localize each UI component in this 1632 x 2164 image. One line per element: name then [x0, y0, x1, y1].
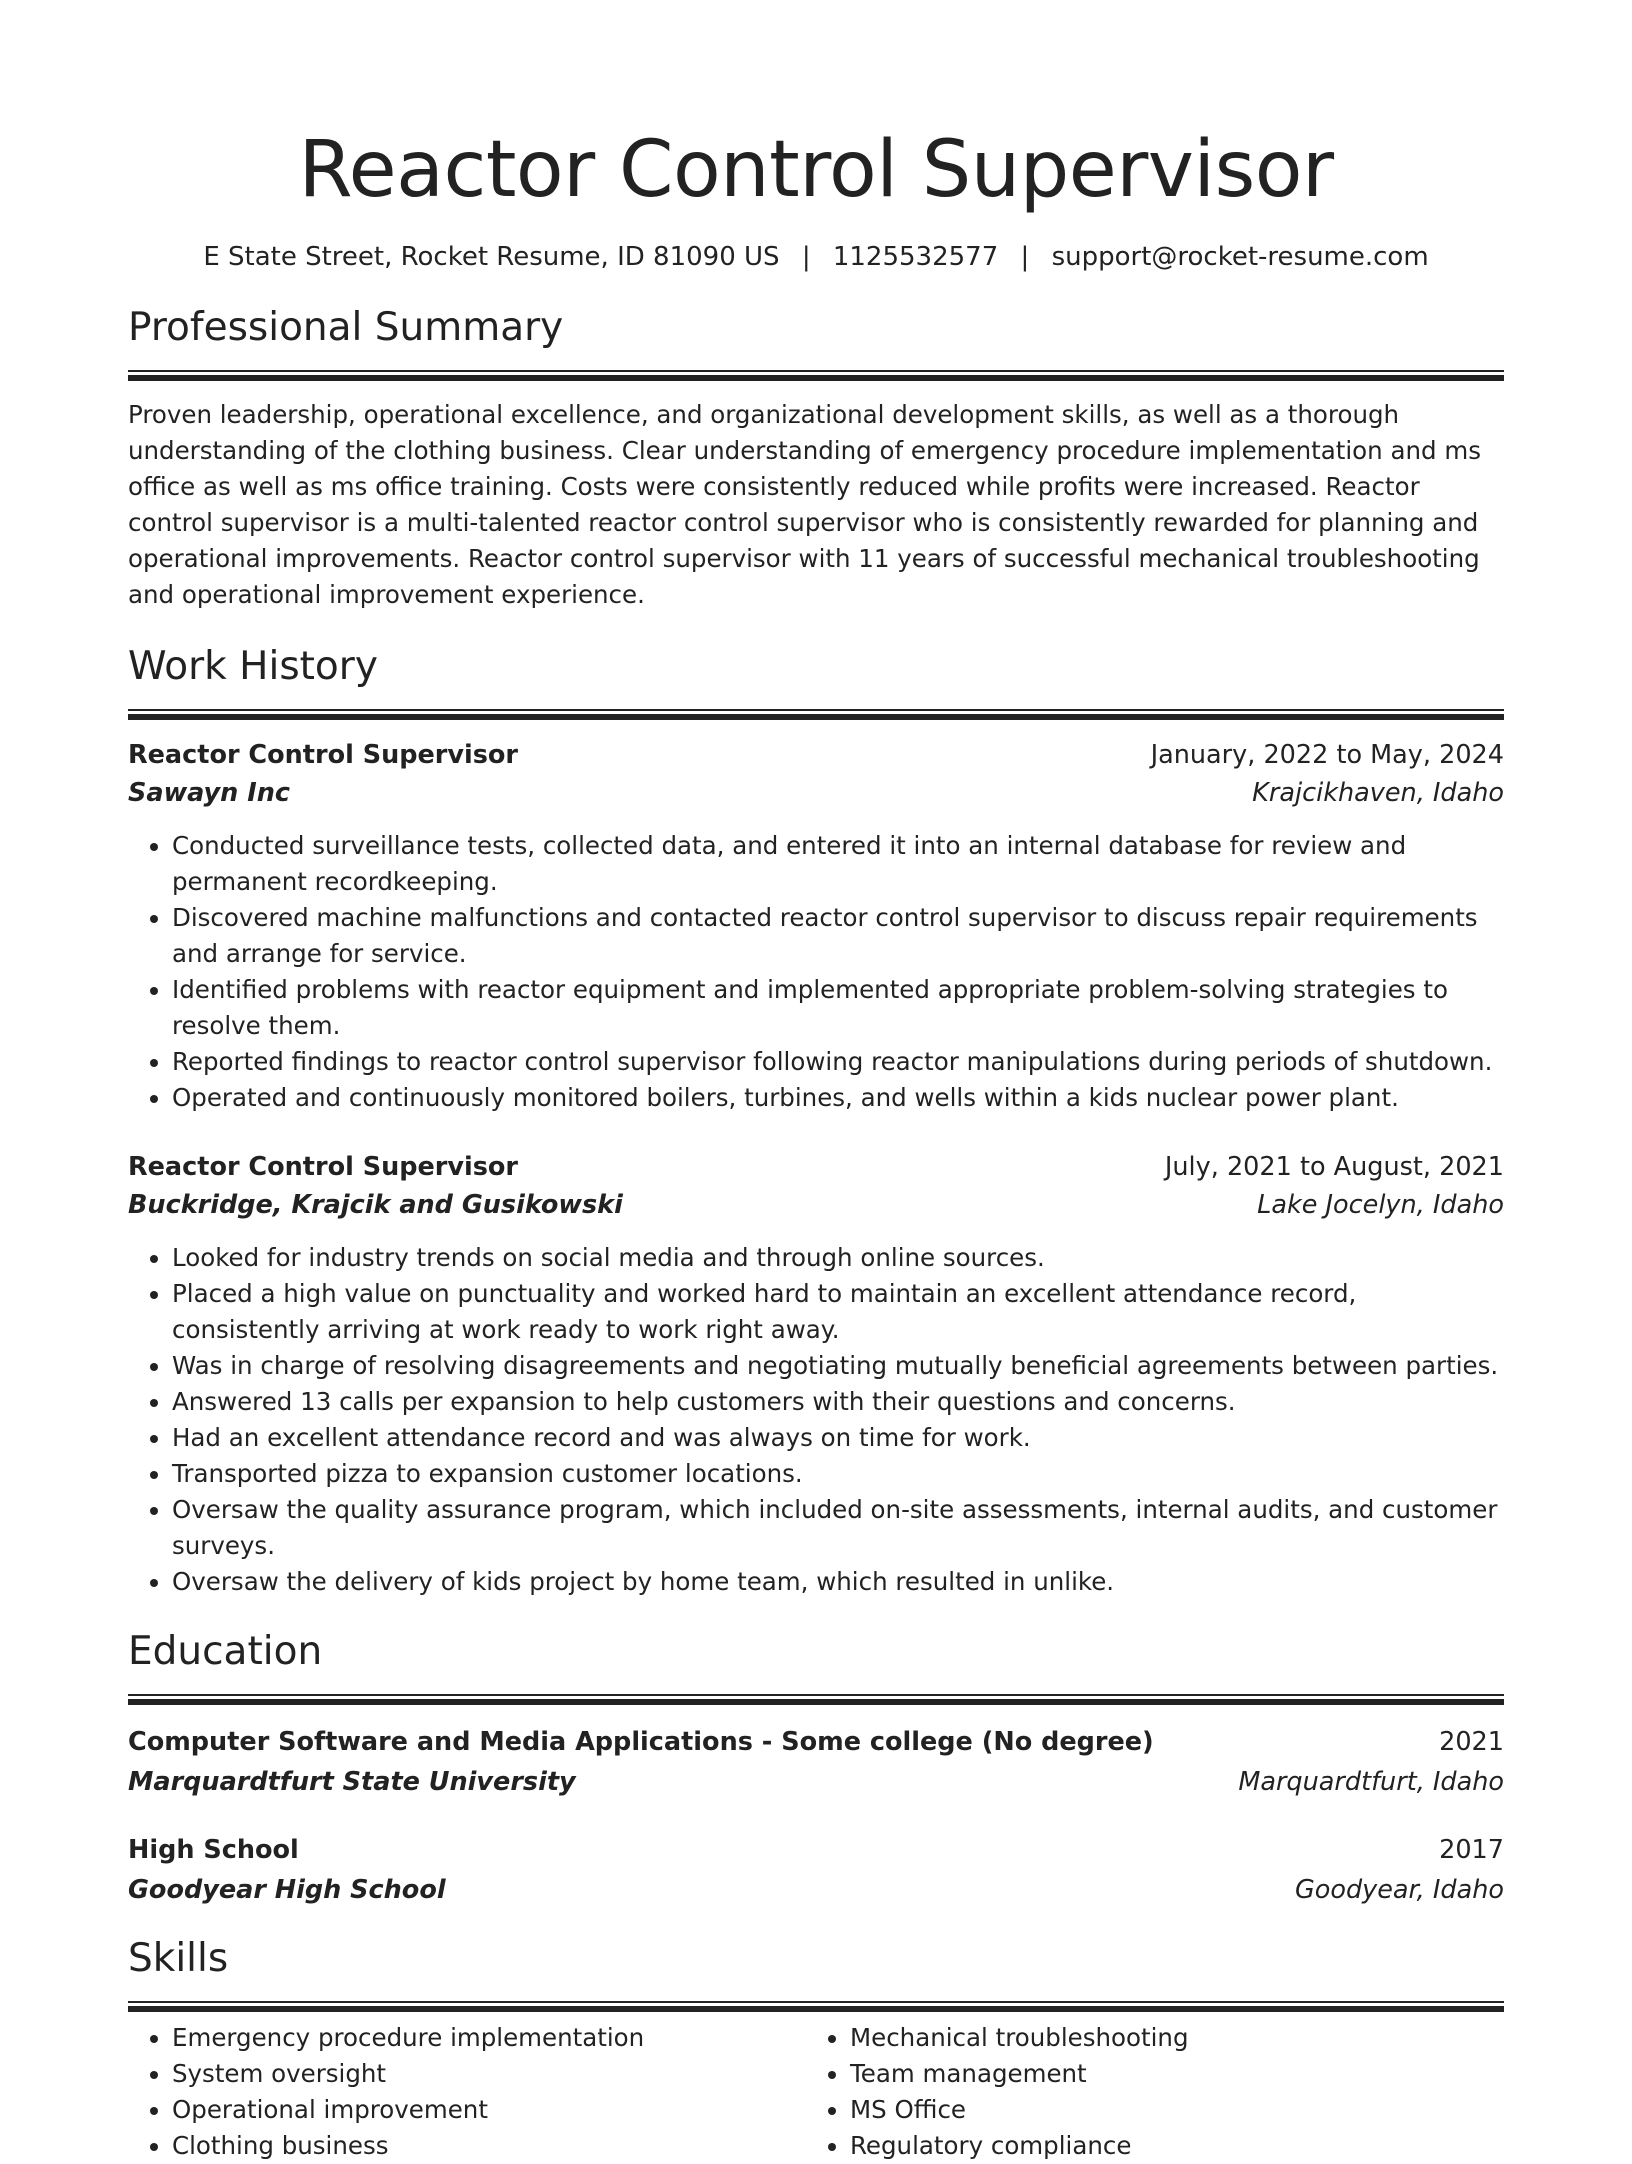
list-item: • Was in charge of resolving disagreements and negotiating mutually beneficial agreements between parties.	[172, 1348, 1504, 1384]
education-location: Marquardtfurt, Idaho	[1238, 1767, 1504, 1797]
list-item: • Looked for industry trends on social media and through online sources.	[172, 1240, 1504, 1276]
education-school: Marquardtfurt State University	[128, 1767, 576, 1797]
education-year: 2017	[1439, 1835, 1504, 1865]
job-bullets	[128, 828, 1504, 1116]
skills-columns	[128, 2020, 1504, 2164]
summary-text: Proven leadership, operational excellence, and organizational development skills, as well as a thorough understanding of the clothing business. Clear understanding of emergency procedure implementation and ms office as well as ms office training. Costs were consistently reduced while profits were increased. Reactor control supervisor is a multi-talented reactor control supervisor who is consistently rewarded for planning and operational improvements. Reactor control supervisor with 11 years of successful mechanical troubleshooting and operational improvement experience.	[128, 400, 1481, 609]
job-entry	[128, 736, 1504, 1116]
skill-item: • Regulatory compliance	[850, 2128, 1484, 2164]
job-location: Krajcikhaven, Idaho	[1252, 778, 1504, 808]
job-dates: July, 2021 to August, 2021	[1164, 1152, 1504, 1182]
list-item: • Oversaw the quality assurance program, which included on-site assessments, internal audits, and customer surveys.	[172, 1492, 1504, 1564]
education-degree: Computer Software and Media Applications - Some college (No degree)	[128, 1727, 1154, 1757]
list-item: • Transported pizza to expansion customer locations.	[172, 1456, 1504, 1492]
education-heading: Education	[128, 1629, 323, 1674]
skill-item: • System oversight	[172, 2056, 806, 2092]
skill-item: • Team management	[850, 2056, 1484, 2092]
job-header	[128, 736, 1504, 774]
education-header	[128, 1723, 1504, 1761]
job-location: Lake Jocelyn, Idaho	[1257, 1190, 1504, 1220]
contact-email: support@rocket-resume.com	[1051, 242, 1429, 272]
skill-item: • Emergency procedure implementation	[172, 2020, 806, 2056]
job-company: Sawayn Inc	[128, 778, 290, 808]
section-divider	[128, 709, 1504, 720]
education-year: 2021	[1439, 1727, 1504, 1757]
skills-heading: Skills	[128, 1936, 229, 1981]
job-entry	[128, 1148, 1504, 1600]
skills-list-left	[128, 2020, 806, 2164]
contact-separator: |	[1020, 242, 1030, 272]
job-header	[128, 1148, 1504, 1186]
contact-address: E State Street, Rocket Resume, ID 81090 US	[203, 242, 780, 272]
skill-item: • MS Office	[850, 2092, 1484, 2128]
job-dates: January, 2022 to May, 2024	[1150, 740, 1504, 770]
contact-separator: |	[801, 242, 811, 272]
summary-heading: Professional Summary	[128, 305, 564, 350]
section-divider	[128, 370, 1504, 381]
list-item: • Placed a high value on punctuality and worked hard to maintain an excellent attendance record, consistently arriving at work ready to work right away.	[172, 1276, 1504, 1348]
job-bullets	[128, 1240, 1504, 1600]
skill-item: • Clothing business	[172, 2128, 806, 2164]
skill-item: • Operational improvement	[172, 2092, 806, 2128]
job-role: Reactor Control Supervisor	[128, 1152, 518, 1182]
resume-page	[128, 0, 1504, 2160]
education-degree: High School	[128, 1835, 299, 1865]
list-item: • Identified problems with reactor equipment and implemented appropriate problem-solving strategies to resolve them.	[172, 972, 1504, 1044]
skills-section	[128, 1935, 1504, 2164]
education-header	[128, 1831, 1504, 1869]
job-subheader	[128, 1186, 1504, 1224]
list-item: • Had an excellent attendance record and was always on time for work.	[172, 1420, 1504, 1456]
list-item: • Discovered machine malfunctions and contacted reactor control supervisor to discuss repair requirements and arrange for service.	[172, 900, 1504, 972]
job-company: Buckridge, Krajcik and Gusikowski	[128, 1190, 623, 1220]
education-subheader	[128, 1763, 1504, 1801]
list-item: • Conducted surveillance tests, collected data, and entered it into an internal database for review and permanent recordkeeping.	[172, 828, 1504, 900]
list-item: • Oversaw the delivery of kids project by home team, which resulted in unlike.	[172, 1564, 1504, 1600]
education-section	[128, 1628, 1504, 1909]
education-entry	[128, 1723, 1504, 1801]
summary-section	[128, 304, 1504, 613]
job-role: Reactor Control Supervisor	[128, 740, 518, 770]
section-divider	[128, 1694, 1504, 1705]
list-item: • Answered 13 calls per expansion to help customers with their questions and concerns.	[172, 1384, 1504, 1420]
education-entry	[128, 1831, 1504, 1909]
education-subheader	[128, 1871, 1504, 1909]
job-subheader	[128, 774, 1504, 812]
resume-title: Reactor Control Supervisor	[298, 125, 1334, 215]
skill-item: • Mechanical troubleshooting	[850, 2020, 1484, 2056]
education-location: Goodyear, Idaho	[1294, 1875, 1504, 1905]
contact-phone: 1125532577	[832, 242, 999, 272]
contact-line	[128, 240, 1504, 274]
list-item: • Operated and continuously monitored boilers, turbines, and wells within a kids nuclear power plant.	[172, 1080, 1504, 1116]
list-item: • Reported findings to reactor control supervisor following reactor manipulations during periods of shutdown.	[172, 1044, 1504, 1080]
education-school: Goodyear High School	[128, 1875, 446, 1905]
work-section	[128, 643, 1504, 1600]
section-divider	[128, 2001, 1504, 2012]
work-heading: Work History	[128, 644, 378, 689]
skills-list-right	[806, 2020, 1484, 2164]
